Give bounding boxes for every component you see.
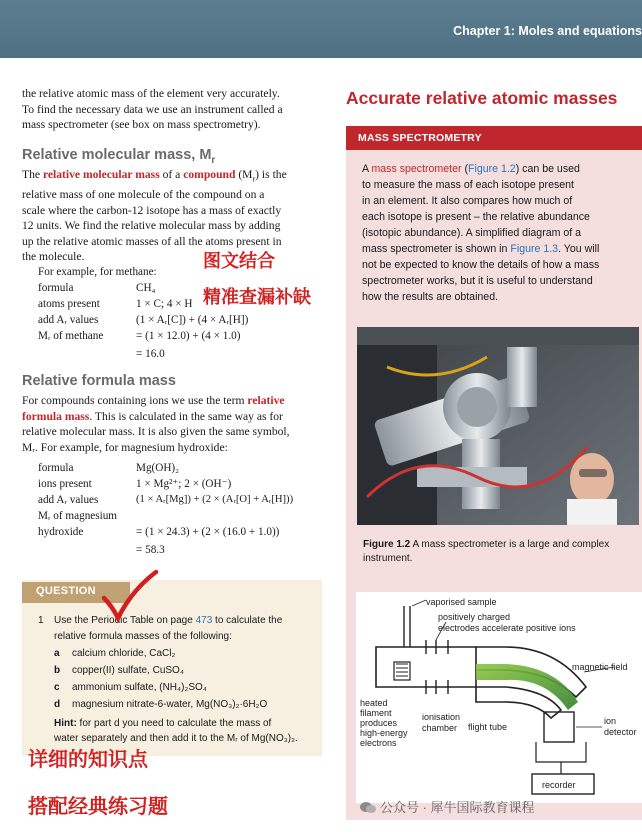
checkmark-icon: [100, 568, 160, 624]
question-stem: Use the Periodic Table on page 473 to calculate the: [54, 615, 283, 626]
figure-1-2-link[interactable]: Figure 1.2: [468, 163, 516, 175]
chapter-title: Chapter 1: Moles and equations: [453, 24, 642, 38]
label-electrodes: electrodes accelerate positive ions: [438, 623, 576, 633]
calc-row: atoms present 1 × C; 4 × H: [38, 298, 193, 310]
figure-1-3-link[interactable]: Figure 1.3: [510, 243, 559, 255]
label-chamber: chamber: [422, 723, 458, 733]
rfm-line: For compounds containing ions we use the term relative: [22, 394, 285, 407]
ms-line: not be expected to know the details of how a mass: [362, 259, 600, 271]
label-positively-charged: positively charged: [438, 612, 511, 622]
ms-line: mass spectrometer is shown in Figure 1.3. You will: [362, 243, 600, 255]
ms-line: A mass spectrometer (Figure 1.2) can be used: [362, 163, 580, 175]
page-link[interactable]: 473: [195, 615, 213, 626]
label-detector: detector: [604, 727, 637, 737]
label-ionisation: ionisation: [422, 712, 461, 722]
question-hint-line1: Hint: for part d you need to calculate the mass of: [54, 718, 272, 729]
rfm-line: Mᵣ. For example, for magnesium hydroxide:: [22, 440, 228, 454]
term-mass-spectrometer[interactable]: mass spectrometer: [371, 163, 462, 175]
calc-row: add Aᵣ values (1 × Aᵣ[C]) + (4 × Aᵣ[H]): [38, 314, 249, 326]
label-vaporised-sample: vaporised sample: [426, 597, 497, 607]
label-filament: filament: [360, 708, 392, 718]
label-flight-tube: flight tube: [468, 722, 508, 732]
ms-paragraph: [362, 161, 599, 305]
calc-row: ions present 1 × Mg²⁺; 2 × (OH⁻): [38, 478, 232, 490]
figure-caption: Figure 1.2 A mass spectrometer is a large and complex instrument.: [363, 539, 610, 564]
label-magnetic-field: magnetic field: [572, 662, 628, 672]
calc-row: Mᵣ of methane = (1 × 12.0) + (4 × 1.0): [38, 330, 241, 342]
ms-line: (isotopic abundance). A simplified diagram of a: [362, 227, 582, 239]
label-ion: ion: [604, 716, 617, 726]
ms-line: to measure the mass of each isotope present: [362, 179, 574, 191]
calc-row: = 16.0: [136, 348, 165, 360]
mass-spectrometry-title-bar: [346, 126, 642, 150]
calc-row: hydroxide = (1 × 24.3) + (2 × (16.0 + 1.0)): [38, 526, 280, 538]
rmm-line: The relative molecular mass of a compound $(M_r)$ is the: [22, 168, 287, 184]
label-heated: heated: [360, 698, 388, 708]
mg-hydroxide-calculation: [38, 460, 328, 560]
question-item: d magnesium nitrate-6-water, Mg(NO₃)₂·6H₂O: [54, 699, 268, 710]
intro-line: the relative atomic mass of the element very accurately.: [22, 87, 280, 100]
label-recorder: recorder: [542, 780, 576, 790]
calc-row: formula CH₄: [38, 282, 156, 294]
rmm-line: the molecule.: [22, 250, 85, 264]
calc-row: Mᵣ of magnesium: [38, 510, 118, 522]
question-item: b copper(II) sulfate, CuSO₄: [54, 665, 184, 676]
overlay-caption-2: 精准查漏补缺: [203, 287, 311, 308]
overlay-caption-3: 详细的知识点: [28, 747, 148, 771]
overlay-caption-4: 搭配经典练习题: [28, 794, 168, 818]
mass-spectrometry-title: MASS SPECTROMETRY: [358, 132, 482, 144]
ms-line: how the results are obtained.: [362, 291, 499, 303]
question-tag-label: QUESTION: [36, 585, 96, 597]
mass-spectrometer-photo: [357, 327, 639, 525]
label-produces: produces: [360, 718, 398, 728]
question-items: [54, 646, 314, 714]
overlay-caption-1: 图文结合: [203, 251, 275, 272]
chapter-header-bar: [0, 0, 642, 58]
section-heading: Accurate relative atomic masses: [346, 88, 618, 108]
term-relative-molecular-mass[interactable]: relative molecular mass: [42, 168, 160, 181]
rmm-line: up the relative atomic masses of all the atoms present in: [22, 234, 282, 248]
question-item: c ammonium sulfate, (NH₄)₂SO₄: [54, 682, 207, 693]
rfm-heading: Relative formula mass: [22, 373, 176, 389]
rmm-paragraph: [22, 167, 332, 265]
intro-paragraph: [22, 86, 327, 133]
label-electrons: electrons: [360, 738, 397, 748]
question-stem-2: relative formula masses of the following:: [54, 631, 232, 642]
rfm-line: relative molecular mass. It is also given the same symbol,: [22, 425, 290, 439]
wechat-icon: [360, 801, 376, 814]
question-item: a calcium chloride, CaCl₂: [54, 648, 176, 659]
rmm-heading: Relative molecular mass, $M_r$: [22, 147, 216, 166]
calc-row: = 58.3: [136, 544, 165, 556]
wechat-watermark: 公众号 · 犀牛国际教育课程: [360, 797, 535, 816]
ms-line: spectrometer works, but it is useful to understand: [362, 275, 593, 287]
rmm-line: scale where the carbon-12 isotope has a mass of exactly: [22, 203, 282, 217]
question-number: 1: [38, 615, 44, 626]
intro-line: To find the necessary data we use an instrument called a: [22, 102, 283, 116]
ms-line: in an element. It also compares how much of: [362, 195, 573, 207]
rmm-line: relative mass of one molecule of the compound on a: [22, 187, 265, 201]
question-hint-line2: water separately and then add it to the Mᵣ of Mg(NO₃)₂.: [54, 733, 298, 744]
term-compound[interactable]: compound: [183, 168, 236, 181]
ms-line: each isotope is present – the relative abundance: [362, 211, 590, 223]
calc-row: formula Mg(OH)₂: [38, 462, 180, 474]
label-high-energy: high-energy: [360, 728, 408, 738]
rfm-paragraph: [22, 393, 332, 455]
methane-example-intro: For example, for methane:: [38, 266, 157, 278]
term-relative-formula-mass[interactable]: relative: [247, 394, 285, 407]
term-formula-mass[interactable]: formula mass: [22, 409, 90, 423]
calc-row: add Aᵣ values (1 × Aᵣ[Mg]) + (2 × (Aᵣ[O] + Aᵣ[H])): [38, 494, 294, 506]
intro-line: mass spectrometer (see box on mass spectrometry).: [22, 118, 261, 132]
rmm-line: 12 units. We find the relative molecular mass by adding: [22, 219, 281, 233]
rfm-line: formula mass. This is calculated in the same way as for: [22, 409, 283, 423]
mass-spectrometer-diagram: [356, 592, 642, 803]
